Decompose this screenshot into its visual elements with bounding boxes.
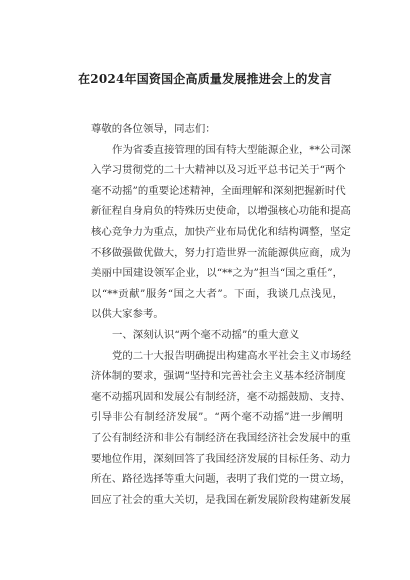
document-body	[91, 119, 351, 510]
paragraph-line: 入学习贯彻党的二十大精神以及习近平总书记关于“两个	[91, 164, 346, 177]
paragraph-2	[91, 346, 351, 511]
paragraph-line: 以“**贡献”服务“国之大者”。下面，我谈几点浅见，	[91, 287, 343, 300]
salutation: 尊敬的各位领导，同志们：	[91, 123, 216, 135]
paragraph-line: 新征程自身肩负的特殊历史使命，以增强核心功能和提高	[91, 205, 351, 218]
paragraph-line: 回应了社会的重大关切，是我国在新发展阶段构建新发展	[91, 493, 351, 506]
paragraph-line: 毫不动摇巩固和发展公有制经济，毫不动摇鼓励、支持、	[91, 390, 351, 403]
paragraph-line: 不移做强做优做大，努力打造世界一流能源供应商，成为	[91, 246, 351, 259]
paragraph-line: 所在、路径选择等重大问题，表明了我们党的一贯立场，	[91, 473, 351, 486]
paragraph-line: 要地位作用，深刻回答了我国经济发展的目标任务、动力	[91, 452, 351, 465]
paragraph-line: 毫不动摇”的重要论述精神，全面理解和深刻把握新时代	[91, 184, 346, 197]
paragraph-line: 核心竞争力为重点，加快产业布局优化和结构调整，坚定	[91, 225, 351, 238]
paragraph-line: 了公有制经济和非公有制经济在我国经济社会发展中的重	[91, 431, 351, 444]
paragraph-line: 作为省委直接管理的国有特大型能源企业，**公司深	[112, 143, 351, 156]
section-heading: 一、深刻认识“两个毫不动摇”的重大意义	[112, 328, 300, 341]
paragraph-line: 党的二十大报告明确提出构建高水平社会主义市场经	[112, 349, 351, 362]
paragraph-line: 美丽中国建设领军企业，以“**之为”担当“国之重任”，	[91, 267, 343, 280]
paragraph-line: 以供大家参考。	[91, 308, 164, 321]
paragraph-line: 引导非公有制经济发展”。“两个毫不动摇”进一步阐明	[91, 411, 343, 424]
paragraph-1	[91, 140, 351, 325]
document-title: 在2024年国资国企高质量发展推进会上的发言	[78, 72, 332, 86]
paragraph-line: 济体制的要求，强调“坚持和完善社会主义基本经济制度	[91, 370, 346, 383]
